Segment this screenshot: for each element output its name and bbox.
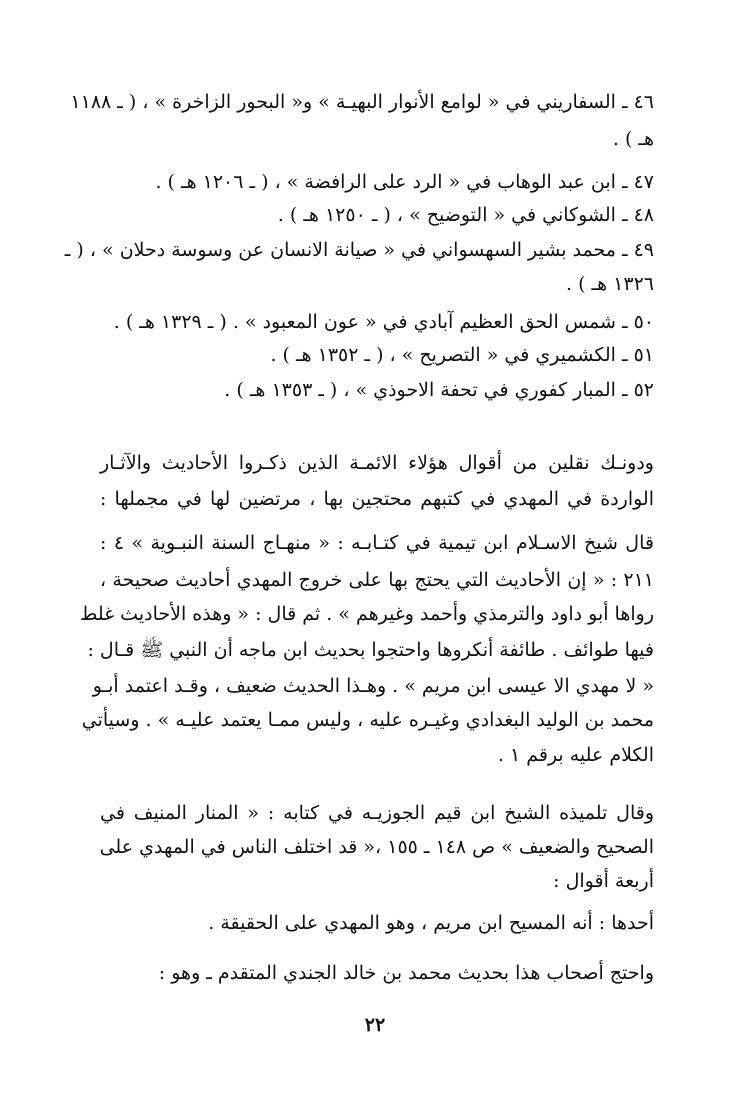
text-line: الكلام عليه برقم ١ . xyxy=(497,744,654,766)
text-line: فيها طوائف . طائفة أنكروها واحتجوا بحديث ابن ماجه أن النبي ﷺ قـال : xyxy=(87,639,654,661)
text-line: ٥٠ ـ شمس الحق العظيم آبادي في « عون المعبود » . ( ـ ١٣٢٩ هـ ) . xyxy=(113,311,654,333)
text-line: واحتج أصحاب هذا بحديث محمد بن خالد الجندي المتقدم ـ وهو : xyxy=(158,962,654,984)
text-line: ١٣٢٦ هـ ) . xyxy=(566,273,654,295)
text-line: ٤٧ ـ ابن عبد الوهاب في « الرد على الرافضة » ، ( ـ ١٢٠٦ هـ ) . xyxy=(155,171,654,193)
text-line: ٤٩ ـ محمد بشير السهسواني في « صيانة الانسان عن وسوسة دحلان » ، ( ـ xyxy=(64,239,654,261)
text-line: أحدها : أنه المسيح ابن مريم ، وهو المهدي على الحقيقة . xyxy=(208,912,654,934)
text-line: محمد بن الوليد البغدادي وغيـره عليه ، وليس ممـا يعتمد عليـه » . وسيأتي xyxy=(81,709,654,731)
text-line: ٥١ ـ الكشميري في « التصريح » ، ( ـ ١٣٥٢ هـ ) . xyxy=(270,344,654,366)
text-line: الواردة في المهدي في كتبهم محتجين بها ، مرتضين لها في مجملها : xyxy=(100,488,654,510)
text-line: ٥٢ ـ المبار كفوري في تحفة الاحوذي » ، ( ـ ١٣٥٣ هـ ) . xyxy=(224,379,654,401)
text-line: أربعة أقوال : xyxy=(553,870,654,892)
text-line: ٤٨ ـ الشوكاني في « التوضيح » ، ( ـ ١٢٥٠ هـ ) . xyxy=(277,204,654,226)
text-line: ٢١١ : « إن الأحاديث التي يحتج بها على خروج المهدي أحاديث صحيحة ، xyxy=(100,569,654,591)
text-line: ودونـك نقلين من أقوال هؤلاء الائمـة الذين ذكـروا الأحاديث والآثـار xyxy=(100,452,654,474)
page-number: ٢٢ xyxy=(364,1014,386,1036)
text-line: ٤٦ ـ السفاريني في « لوامع الأنوار البهيـة » و« البحور الزاخرة » ، ( ـ ١١٨٨ xyxy=(70,91,654,113)
text-line: هـ ) . xyxy=(612,128,654,150)
text-line: قال شيخ الاسـلام ابن تيمية في كتـابـه : « منهـاج السنة النبـوية » ٤ : xyxy=(100,532,654,554)
text-line: رواها أبو داود والترمذي وأحمد وغيرهم » . ثم قال : « وهذه الأحاديث غلط xyxy=(79,603,654,625)
text-line: وقال تلميذه الشيخ ابن قيم الجوزيـه في كتابه : « المنار المنيف في xyxy=(100,802,654,824)
text-line: الصحيح والضعيف » ص ١٤٨ ـ ١٥٥ ،« قد اختلف الناس في المهدي على xyxy=(99,836,654,858)
text-line: « لا مهدي الا عيسى ابن مريم » . وهـذا الحديث ضعيف ، وقـد اعتمد أبـو xyxy=(92,675,654,697)
